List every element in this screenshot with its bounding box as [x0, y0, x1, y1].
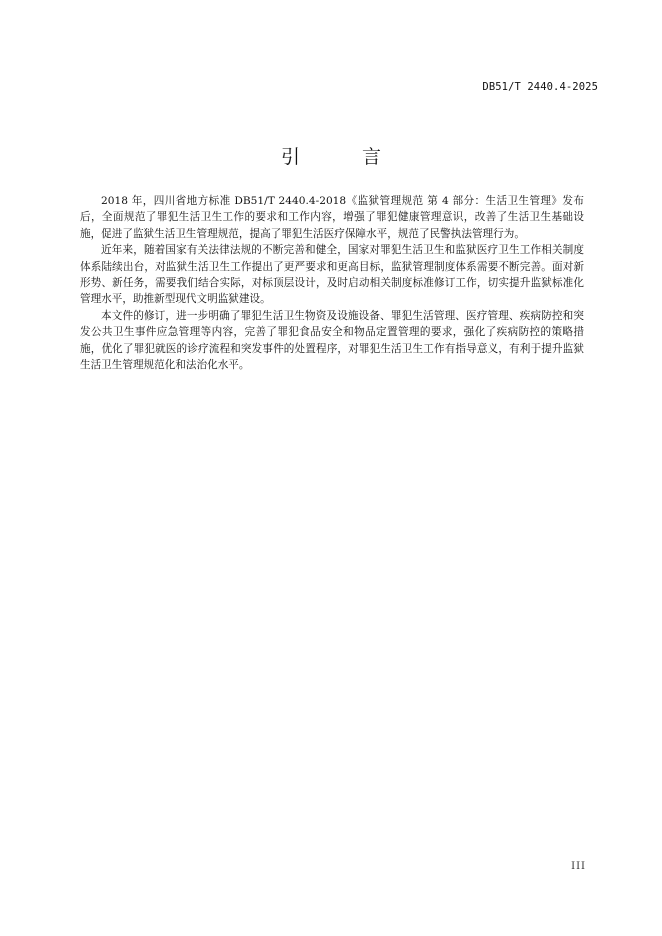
- paragraph-1: 2018 年，四川省地方标准 DB51/T 2440.4-2018《监狱管理规范 第 4 部分：生活卫生管理》发布后，全面规范了罪犯生活卫生工作的要求和工作内容，增强了罪犯健康管理意识，改善了生活卫生基础设施，促进了监狱生活卫生管理规范，提高了罪犯生活医疗保障水平，规范了民警执法管理行为。: [80, 195, 584, 240]
- document-code: DB51/T 2440.4-2025: [482, 81, 598, 93]
- page-number: III: [571, 861, 586, 872]
- paragraph-2: 近年来，随着国家有关法律法规的不断完善和健全，国家对罪犯生活卫生和监狱医疗卫生工作相关制度体系陆续出台，对监狱生活卫生工作提出了更严要求和更高目标，监狱管理制度体系需要不断完善。面对新形势、新任务，需要我们结合实际，对标顶层设计，及时启动相关制度标准修订工作，切实提升监狱标准化管理水平，助推新型现代文明监狱建设。: [80, 244, 584, 306]
- body-text: [80, 193, 584, 373]
- section-title: 引 言: [280, 146, 410, 168]
- paragraph-3: 本文件的修订，进一步明确了罪犯生活卫生物资及设施设备、罪犯生活管理、医疗管理、疾病防控和突发公共卫生事件应急管理等内容，完善了罪犯食品安全和物品定置管理的要求，强化了疾病防控的策略措施，优化了罪犯就医的诊疗流程和突发事件的处置程序，对罪犯生活卫生工作有指导意义，有利于提升监狱生活卫生管理规范化和法治化水平。: [80, 309, 584, 372]
